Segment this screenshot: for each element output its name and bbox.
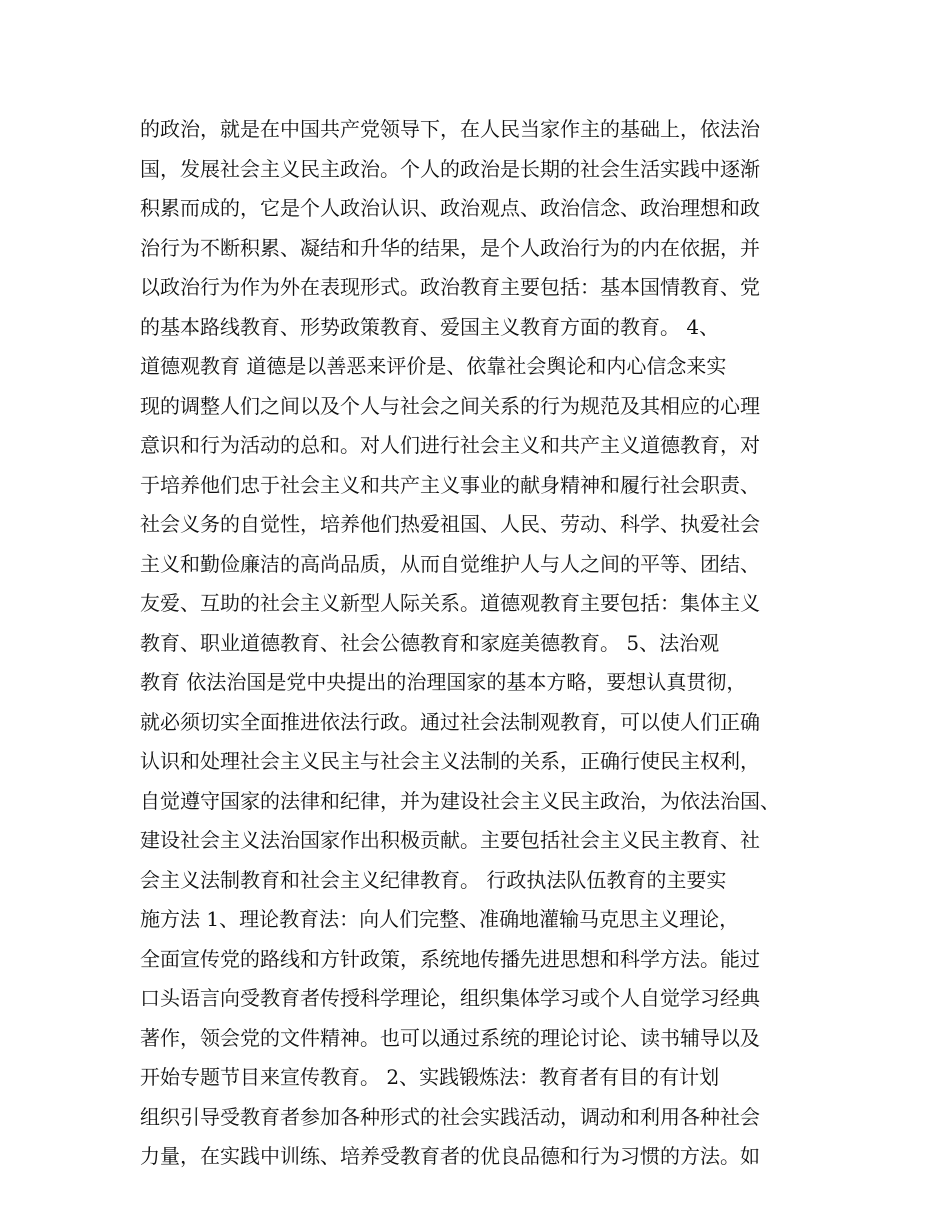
text-line: 友爱、互助的社会主义新型人际关系。道德观教育主要包括：集体主义: [140, 591, 760, 615]
text-line: 的政治，就是在中国共产党领导下，在人民当家作主的基础上，依法治: [140, 117, 760, 141]
text-line: 教育、职业道德教育、社会公德教育和家庭美德教育。 5、法治观: [140, 630, 720, 655]
text-line: 著作，领会党的文件精神。也可以通过系统的理论讨论、读书辅导以及: [140, 1025, 760, 1050]
text-line: 以政治行为作为外在表现形式。政治教育主要包括：基本国情教育、党: [140, 275, 760, 299]
text-line: 现的调整人们之间以及个人与社会之间关系的行为规范及其相应的心理: [140, 393, 760, 418]
text-line: 建设社会主义法治国家作出积极贡献。主要包括社会主义民主教育、社: [140, 828, 760, 852]
text-line: 开始专题节目来宣传教育。 2、实践锻炼法：教育者有目的有计划: [140, 1065, 720, 1089]
text-line: 组织引导受教育者参加各种形式的社会实践活动，调动和利用各种社会: [140, 1104, 760, 1129]
text-line: 主义和勤俭廉洁的高尚品质，从而自觉维护人与人之间的平等、团结、: [140, 551, 760, 576]
text-line: 意识和行为活动的总和。对人们进行社会主义和共产主义道德教育，对: [140, 433, 760, 457]
text-line: 口头语言向受教育者传授科学理论，组织集体学习或个人自觉学习经典: [140, 986, 760, 1010]
text-line: 力量，在实践中训练、培养受教育者的优良品德和行为习惯的方法。如: [140, 1144, 760, 1168]
text-line: 国，发展社会主义民主政治。个人的政治是长期的社会生活实践中逐渐: [140, 156, 760, 181]
text-line: 认识和处理社会主义民主与社会主义法制的关系，正确行使民主权利，: [140, 749, 760, 773]
text-line: 教育 依法治国是党中央提出的治理国家的基本方略，要想认真贯彻，: [140, 670, 747, 694]
text-line: 就必须切实全面推进依法行政。通过社会法制观教育，可以使人们正确: [140, 709, 760, 734]
text-line: 全面宣传党的路线和方针政策，系统地传播先进思想和科学方法。能过: [140, 946, 760, 971]
text-line: 自觉遵守国家的法律和纪律，并为建设社会主义民主政治，为依法治国、: [140, 788, 780, 813]
body-text: [140, 110, 830, 1177]
text-line: 道德观教育 道德是以善恶来评价是、依靠社会舆论和内心信念来实: [140, 354, 727, 378]
text-line: 积累而成的，它是个人政治认识、政治观点、政治信念、政治理想和政: [140, 196, 760, 220]
text-line: 治行为不断积累、凝结和升华的结果，是个人政治行为的内在依据，并: [140, 235, 760, 260]
text-line: 于培养他们忠于社会主义和共产主义事业的献身精神和履行社会职责、: [140, 472, 760, 497]
text-line: 社会义务的自觉性，培养他们热爱祖国、人民、劳动、科学、执爱社会: [140, 512, 760, 536]
text-line: 施方法 1、理论教育法：向人们完整、准确地灌输马克思主义理论，: [140, 907, 740, 931]
text-line: 的基本路线教育、形势政策教育、爱国主义教育方面的教育。 4、: [140, 314, 720, 339]
text-line: 会主义法制教育和社会主义纪律教育。 行政执法队伍教育的主要实: [140, 867, 727, 892]
